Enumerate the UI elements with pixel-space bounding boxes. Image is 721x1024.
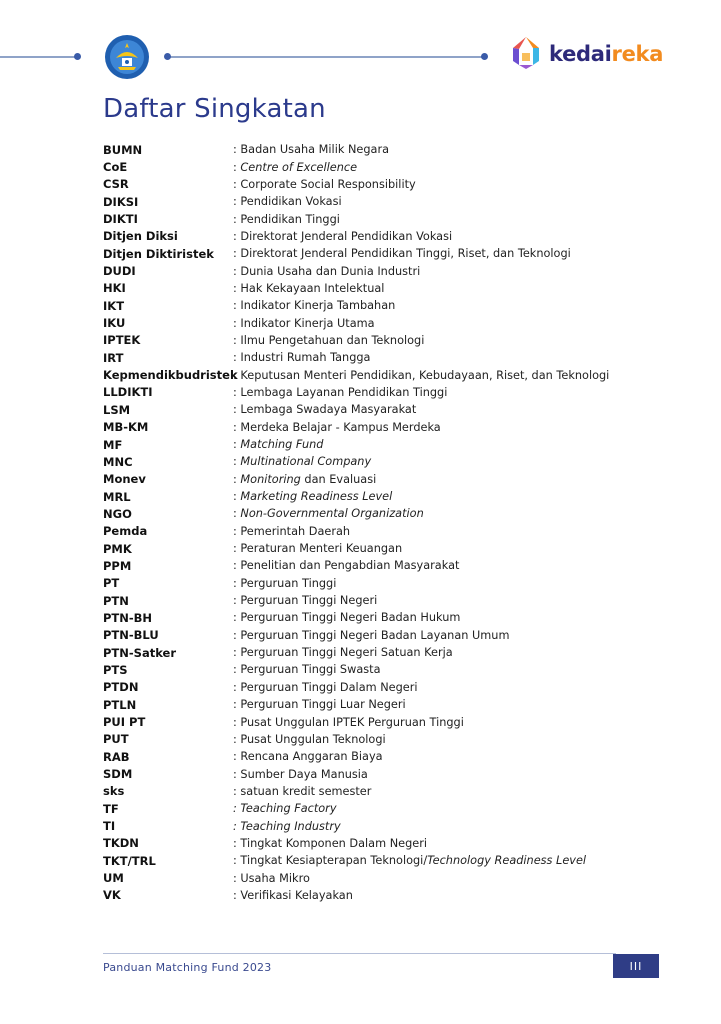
definition-text: : Merdeka Belajar - Kampus Merdeka — [233, 420, 441, 434]
list-item — [103, 887, 663, 904]
abbreviation-term: PTN-Satker — [103, 645, 177, 660]
list-item — [103, 731, 663, 748]
abbreviation-definition — [233, 820, 341, 833]
abbreviation-term: DUDI — [103, 264, 136, 279]
abbreviation-definition — [233, 681, 418, 694]
abbreviation-term: UM — [103, 871, 124, 886]
definition-text: : Lembaga Layanan Pendidikan Tinggi — [233, 385, 448, 399]
definition-text: : — [233, 455, 241, 469]
definition-text: : Hak Kekayaan Intelektual — [233, 281, 385, 295]
abbreviation-definition — [233, 161, 357, 174]
definition-text: : Penelitian dan Pengabdian Masyarakat — [233, 559, 460, 573]
abbreviation-definition — [233, 854, 586, 867]
list-item — [103, 419, 663, 436]
abbreviation-definition — [233, 334, 424, 347]
list-item — [103, 141, 663, 158]
abbreviation-term: CSR — [103, 177, 129, 192]
abbreviation-term: MB-KM — [103, 420, 149, 435]
abbreviation-definition — [233, 213, 340, 226]
definition-text: : Pusat Unggulan IPTEK Perguruan Tinggi — [233, 715, 464, 729]
abbreviation-definition — [233, 473, 376, 486]
definition-text: : Perguruan Tinggi Negeri Badan Layanan Umum — [233, 628, 510, 642]
definition-text: : Perguruan Tinggi Negeri Satuan Kerja — [233, 646, 453, 660]
definition-text: : Indikator Kinerja Utama — [233, 316, 375, 330]
abbreviation-definition — [233, 594, 377, 607]
abbreviation-definition — [233, 403, 416, 416]
list-item — [103, 228, 663, 245]
abbreviation-term: MNC — [103, 454, 133, 469]
header-line-left — [0, 56, 78, 58]
brand-prefix: kedai — [549, 42, 612, 66]
list-item — [103, 384, 663, 401]
abbreviation-term: MRL — [103, 489, 131, 504]
abbreviation-definition — [233, 195, 342, 208]
definition-text: : — [233, 160, 241, 174]
list-item — [103, 575, 663, 592]
definition-text: : Rencana Anggaran Biaya — [233, 750, 383, 764]
brand-wordmark — [549, 42, 663, 66]
abbreviation-term: PPM — [103, 558, 132, 573]
abbreviation-definition — [233, 351, 370, 364]
abbreviation-definition — [233, 629, 509, 642]
abbreviation-definition — [233, 559, 459, 572]
kedaireka-house-icon — [511, 35, 541, 73]
tut-wuri-handayani-emblem-icon — [104, 34, 150, 80]
definition-text: : — [233, 490, 241, 504]
footer-title: Panduan Matching Fund 2023 — [103, 961, 272, 974]
definition-text: : Perguruan Tinggi Dalam Negeri — [233, 680, 418, 694]
definition-text: : — [233, 472, 241, 486]
abbreviation-term: LSM — [103, 402, 131, 417]
abbreviation-definition — [233, 421, 441, 434]
abbreviation-definition — [233, 872, 310, 885]
list-item — [103, 280, 663, 297]
definition-text: : Perguruan Tinggi Negeri — [233, 594, 378, 608]
abbreviation-term: PTLN — [103, 697, 137, 712]
abbreviation-definition — [233, 490, 392, 503]
abbreviation-definition — [233, 143, 389, 156]
abbreviation-term: RAB — [103, 749, 130, 764]
list-item — [103, 817, 663, 834]
list-item — [103, 644, 663, 661]
abbreviation-term: PTDN — [103, 680, 139, 695]
abbreviation-definition — [233, 768, 368, 781]
definition-text: : Perguruan Tinggi Negeri Badan Hukum — [233, 611, 461, 625]
abbreviation-term: NGO — [103, 506, 132, 521]
definition-text: : Verifikasi Kelayakan — [233, 888, 353, 902]
definition-text: Technology Readiness Level — [427, 854, 587, 868]
abbreviation-definition — [233, 282, 384, 295]
abbreviation-definition — [233, 698, 406, 711]
abbreviation-term: DIKSI — [103, 194, 139, 209]
list-item — [103, 488, 663, 505]
abbreviation-term: PUT — [103, 732, 129, 747]
list-item — [103, 349, 663, 366]
definition-text: : Badan Usaha Milik Negara — [233, 143, 390, 157]
list-item — [103, 193, 663, 210]
definition-text: : Keputusan Menteri Pendidikan, Kebudayaan, Riset, dan Teknologi — [233, 368, 610, 382]
definition-text: : Direktorat Jenderal Pendidikan Vokasi — [233, 229, 453, 243]
abbreviation-definition — [233, 611, 460, 624]
abbreviation-term: IPTEK — [103, 333, 141, 348]
definition-text: : Industri Rumah Tangga — [233, 351, 371, 365]
abbreviation-definition — [233, 265, 420, 278]
definition-text: Marketing Readiness Level — [240, 490, 393, 504]
definition-text: : Sumber Daya Manusia — [233, 767, 368, 781]
abbreviation-definition — [233, 317, 375, 330]
abbreviation-definition — [233, 663, 381, 676]
abbreviation-term: DIKTI — [103, 212, 138, 227]
abbreviation-term: Monev — [103, 472, 146, 487]
definition-text: : Tingkat Komponen Dalam Negeri — [233, 836, 427, 850]
abbreviation-definition — [233, 733, 386, 746]
abbreviation-term: SDM — [103, 767, 133, 782]
abbreviation-definition — [233, 230, 452, 243]
definition-text: : satuan kredit semester — [233, 784, 372, 798]
footer-divider — [103, 953, 616, 954]
definition-text: : Pendidikan Tinggi — [233, 212, 340, 226]
abbreviation-term: PT — [103, 576, 120, 591]
abbreviation-term: PTN-BH — [103, 610, 153, 625]
definition-text: : Teaching Factory — [233, 802, 337, 816]
list-item — [103, 314, 663, 331]
abbreviation-definition — [233, 750, 383, 763]
definition-text: : Tingkat Kesiapterapan Teknologi/ — [233, 854, 428, 868]
definition-text: Centre of Excellence — [240, 160, 358, 174]
list-item — [103, 505, 663, 522]
abbreviation-term: LLDIKTI — [103, 385, 153, 400]
abbreviation-term: IRT — [103, 350, 124, 365]
list-item — [103, 627, 663, 644]
abbreviation-definition — [233, 507, 424, 520]
abbreviation-term: TKT/TRL — [103, 853, 156, 868]
list-item — [103, 540, 663, 557]
abbreviation-term: Kepmendikbudristek — [103, 368, 238, 383]
abbreviation-definition — [233, 889, 353, 902]
definition-text: Non-Governmental Organization — [240, 507, 424, 521]
abbreviation-term: Ditjen Diktiristek — [103, 246, 214, 261]
abbreviation-definition — [233, 577, 336, 590]
abbreviation-term: Pemda — [103, 524, 148, 539]
list-item — [103, 679, 663, 696]
definition-text: : Perguruan Tinggi Swasta — [233, 663, 381, 677]
definition-text: : Usaha Mikro — [233, 871, 310, 885]
definition-text: : — [233, 507, 241, 521]
list-item — [103, 471, 663, 488]
abbreviation-term: TKDN — [103, 836, 139, 851]
list-item — [103, 609, 663, 626]
list-item — [103, 176, 663, 193]
abbreviation-term: CoE — [103, 160, 128, 175]
definition-text: : Perguruan Tinggi Luar Negeri — [233, 698, 406, 712]
header-line-middle — [168, 56, 484, 58]
list-item — [103, 661, 663, 678]
abbreviation-definition — [233, 438, 323, 451]
page-number: III — [613, 954, 659, 978]
definition-text: : Perguruan Tinggi — [233, 576, 337, 590]
definition-text: : Dunia Usaha dan Dunia Industri — [233, 264, 421, 278]
abbreviation-term: VK — [103, 888, 121, 903]
list-item — [103, 696, 663, 713]
abbreviation-term: TI — [103, 819, 116, 834]
definition-text: Matching Fund — [240, 438, 324, 452]
list-item — [103, 453, 663, 470]
abbreviation-definition — [233, 646, 453, 659]
list-item — [103, 748, 663, 765]
list-item — [103, 366, 663, 383]
list-item — [103, 297, 663, 314]
brand-suffix: reka — [611, 42, 664, 66]
definition-text: : Pusat Unggulan Teknologi — [233, 732, 386, 746]
list-item — [103, 765, 663, 782]
definition-text: : Pendidikan Vokasi — [233, 195, 342, 209]
list-item — [103, 713, 663, 730]
abbreviation-term: PTN-BLU — [103, 628, 159, 643]
definition-text: : Peraturan Menteri Keuangan — [233, 542, 403, 556]
abbreviation-term: PUI PT — [103, 715, 146, 730]
abbreviation-definition — [233, 542, 402, 555]
definition-text: Multinational Company — [240, 455, 372, 469]
list-item — [103, 158, 663, 175]
abbreviation-term: IKT — [103, 298, 125, 313]
header-dot-middle — [164, 53, 171, 60]
abbreviation-term: TF — [103, 801, 119, 816]
header-dot-right — [481, 53, 488, 60]
abbreviation-term: HKI — [103, 281, 126, 296]
kedaireka-logo — [511, 34, 663, 74]
header-dot-left — [74, 53, 81, 60]
definition-text: : Ilmu Pengetahuan dan Teknologi — [233, 333, 425, 347]
list-item — [103, 210, 663, 227]
abbreviation-definition — [233, 178, 416, 191]
abbreviation-definition — [233, 386, 447, 399]
abbreviation-term: IKU — [103, 316, 126, 331]
definition-text: : Teaching Industry — [233, 819, 341, 833]
abbreviation-definition — [233, 785, 371, 798]
list-item — [103, 852, 663, 869]
list-item — [103, 332, 663, 349]
definition-text: : Corporate Social Responsibility — [233, 177, 416, 191]
abbreviation-definition — [233, 369, 609, 382]
abbreviation-term: BUMN — [103, 142, 143, 157]
abbreviation-term: sks — [103, 784, 125, 799]
abbreviation-term: PMK — [103, 541, 132, 556]
abbreviation-definition — [233, 837, 427, 850]
abbreviation-definition — [233, 802, 337, 815]
abbreviation-term: Ditjen Diksi — [103, 229, 178, 244]
definition-text: : Direktorat Jenderal Pendidikan Tinggi, Riset, dan Teknologi — [233, 247, 571, 261]
list-item — [103, 800, 663, 817]
definition-text: Monitoring — [240, 472, 301, 486]
list-item — [103, 245, 663, 262]
list-item — [103, 557, 663, 574]
list-item — [103, 262, 663, 279]
abbreviation-term: PTS — [103, 662, 128, 677]
abbreviation-term: PTN — [103, 593, 129, 608]
definition-text: : — [233, 438, 241, 452]
abbreviation-list — [103, 141, 663, 904]
abbreviation-definition — [233, 455, 371, 468]
abbreviation-definition — [233, 525, 350, 538]
list-item — [103, 592, 663, 609]
list-item — [103, 401, 663, 418]
definition-text: : Pemerintah Daerah — [233, 524, 351, 538]
abbreviation-definition — [233, 247, 571, 260]
definition-text: : Lembaga Swadaya Masyarakat — [233, 403, 417, 417]
list-item — [103, 835, 663, 852]
list-item — [103, 523, 663, 540]
definition-text: : Indikator Kinerja Tambahan — [233, 299, 396, 313]
list-item — [103, 783, 663, 800]
abbreviation-definition — [233, 299, 395, 312]
abbreviation-definition — [233, 716, 464, 729]
definition-text: dan Evaluasi — [300, 472, 377, 486]
list-item — [103, 436, 663, 453]
list-item — [103, 869, 663, 886]
page-title: Daftar Singkatan — [103, 94, 326, 124]
abbreviation-term: MF — [103, 437, 123, 452]
